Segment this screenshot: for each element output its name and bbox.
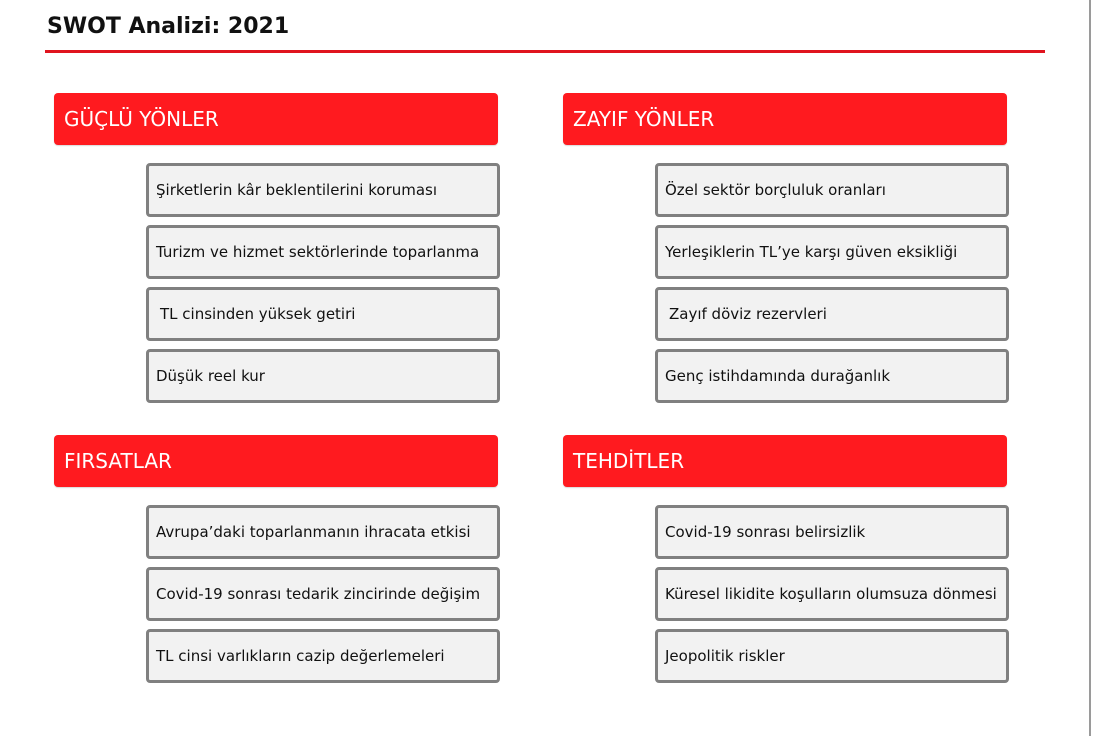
threats-item: Jeopolitik riskler — [655, 629, 1009, 683]
threats-header: TEHDİTLER — [563, 435, 1007, 487]
strengths-items — [146, 163, 514, 403]
quadrant-opportunities — [54, 435, 514, 691]
weaknesses-items — [655, 163, 1023, 403]
weaknesses-item: Yerleşiklerin TL’ye karşı güven eksikliği — [655, 225, 1009, 279]
quadrant-strengths — [54, 93, 514, 411]
opportunities-header: FIRSATLAR — [54, 435, 498, 487]
threats-item: Küresel likidite koşulların olumsuza dönmesi — [655, 567, 1009, 621]
strengths-item: TL cinsinden yüksek getiri — [146, 287, 500, 341]
strengths-header: GÜÇLÜ YÖNLER — [54, 93, 498, 145]
opportunities-item: TL cinsi varlıkların cazip değerlemeleri — [146, 629, 500, 683]
opportunities-item: Covid-19 sonrası tedarik zincirinde değişim — [146, 567, 500, 621]
threats-items — [655, 505, 1023, 683]
quadrant-weaknesses — [563, 93, 1023, 411]
title-underline — [45, 50, 1045, 53]
weaknesses-header: ZAYIF YÖNLER — [563, 93, 1007, 145]
strengths-item: Turizm ve hizmet sektörlerinde toparlanma — [146, 225, 500, 279]
weaknesses-item: Genç istihdamında durağanlık — [655, 349, 1009, 403]
strengths-item: Şirketlerin kâr beklentilerini koruması — [146, 163, 500, 217]
page-edge-divider — [1089, 0, 1091, 736]
page-title: SWOT Analizi: 2021 — [47, 14, 290, 39]
weaknesses-item: Özel sektör borçluluk oranları — [655, 163, 1009, 217]
weaknesses-item: Zayıf döviz rezervleri — [655, 287, 1009, 341]
opportunities-items — [146, 505, 514, 683]
opportunities-item: Avrupa’daki toparlanmanın ihracata etkisi — [146, 505, 500, 559]
strengths-item: Düşük reel kur — [146, 349, 500, 403]
quadrant-threats — [563, 435, 1023, 691]
threats-item: Covid-19 sonrası belirsizlik — [655, 505, 1009, 559]
